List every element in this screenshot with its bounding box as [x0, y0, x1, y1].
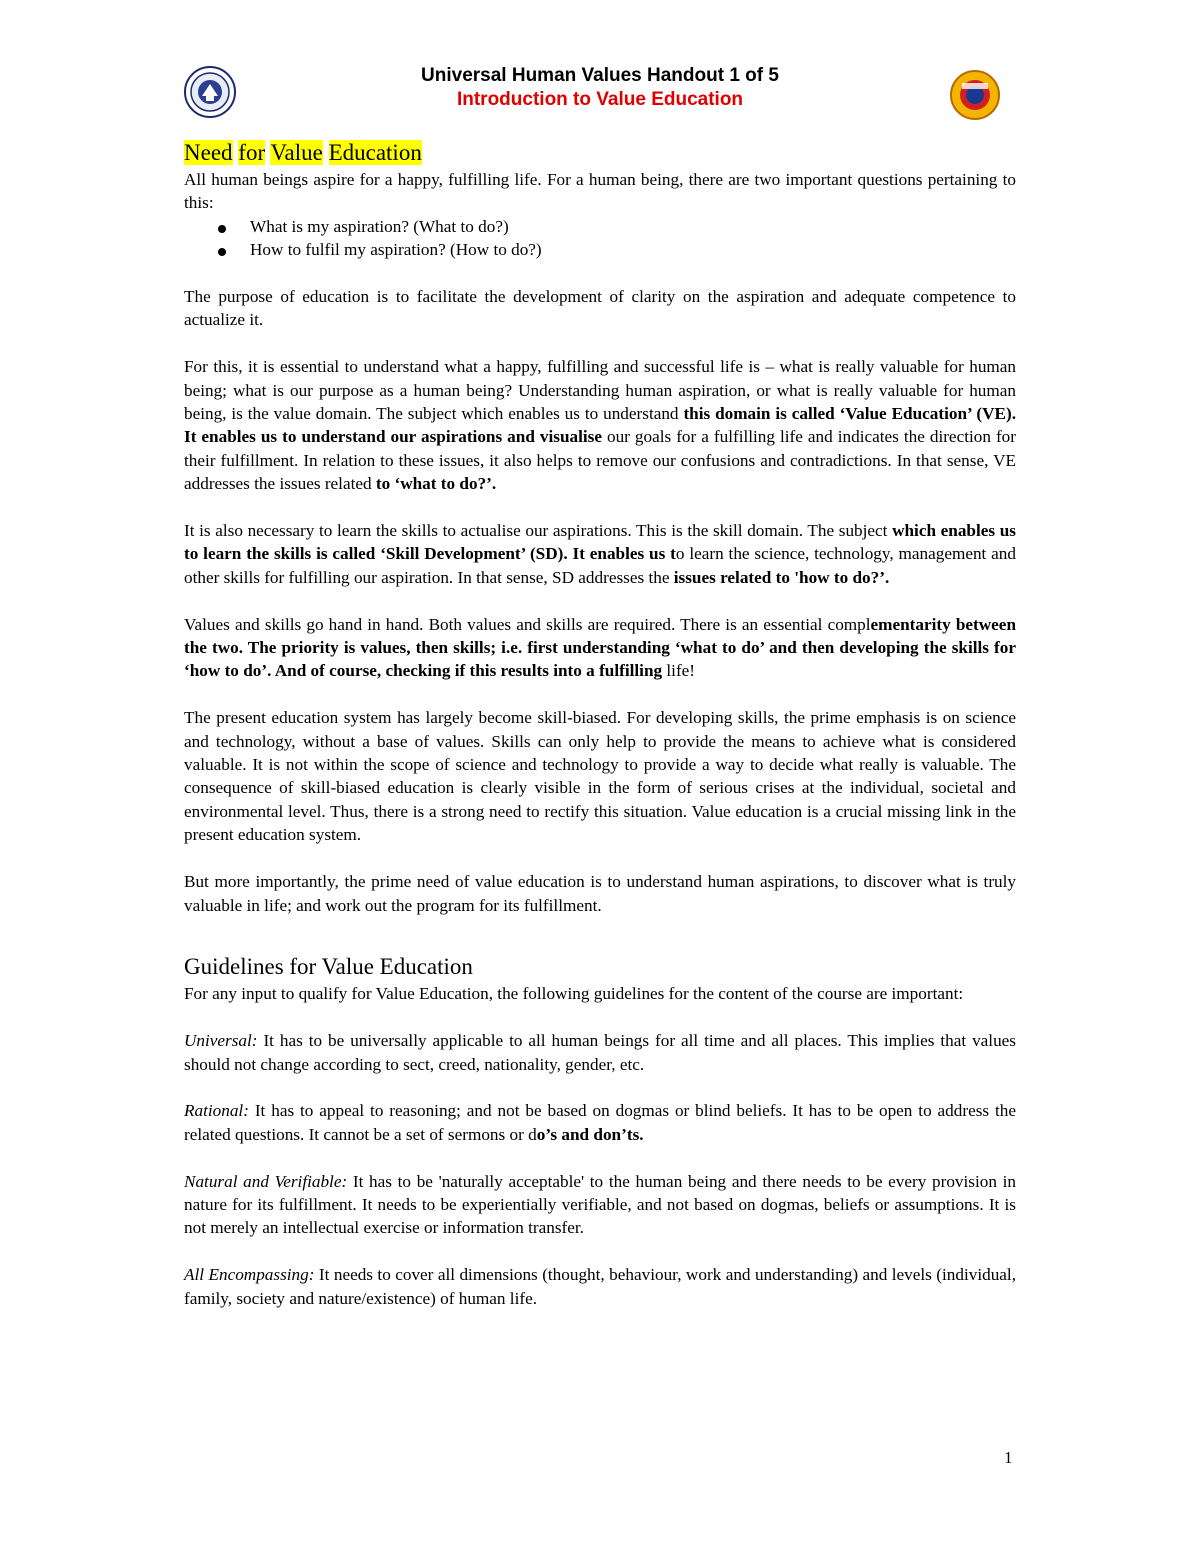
skill-development-paragraph	[184, 519, 1016, 589]
bold-text-run: which enables us to learn the skills is called ‘Skill Development’ (SD). It enables us t	[184, 521, 1016, 564]
present-system-paragraph: The present education system has largely become skill-biased. For developing skills, the prime emphasis is on science and technology, without a base of values. Skills can only help to provide the means to achieve what is considered valuable. It is not within the scope of science and technology to provide a way to decide what really is valuable. The consequence of skill-biased education is clearly visible in the form of serious crises at the individual, societal and environmental level. Thus, there is a strong need to rectify this situation. Value education is a crucial missing link in the present education system.	[184, 708, 1016, 845]
bold-text-run: to ‘what to do?’.	[375, 474, 497, 494]
guideline-natural-verifiable	[184, 1170, 1016, 1240]
list-item-text: How to fulfil my aspiration? (How to do?)	[250, 240, 542, 260]
prime-need-paragraph: But more importantly, the prime need of value education is to understand human aspirations, to discover what is truly valuable in life; and work out the program for its fulfillment.	[184, 872, 1016, 915]
guideline-label: Rational:	[184, 1101, 249, 1121]
text-run: our goals for a fulfilling life and indicates the direction for their fulfillment. In relation to these issues, it also helps to remove our confusions and contradictions. In that sense, VE addresses the issues related	[184, 427, 1016, 494]
bold-text-run: o’s and don’ts.	[536, 1124, 644, 1144]
bullet-icon	[218, 225, 226, 233]
list-item	[184, 238, 1016, 261]
guideline-rational	[184, 1099, 1016, 1146]
bullet-icon	[218, 248, 226, 256]
text-run: It needs to cover all dimensions (thought, behaviour, work and understanding) and levels (individual, family, society and nature/existence) of human life.	[184, 1265, 1016, 1308]
guideline-all-encompassing	[184, 1263, 1016, 1310]
text-run: For this, it is essential to understand what a happy, fulfilling and successful life is – what is really valuable for human being; what is our purpose as a human being? Understanding human aspiration, or what is really valuable for human being, is the value domain. The subject which enables us to understand	[184, 357, 1016, 424]
value-education-paragraph	[184, 355, 1016, 495]
page-number: 1	[1004, 1448, 1013, 1467]
guideline-universal	[184, 1029, 1016, 1076]
guideline-label: All Encompassing:	[184, 1265, 315, 1285]
guideline-label: Universal:	[184, 1031, 258, 1051]
bold-text-run: ementarity between the two. The priority is values, then skills; i.e. first understanding ‘what to do’ and then developing the skills for ‘how to do’. And of course, checking if this results into a fulfilling	[184, 614, 1016, 681]
institution-emblem-logo	[950, 70, 1000, 120]
values-and-skills-paragraph	[184, 613, 1016, 683]
text-run: It has to appeal to reasoning; and not be based on dogmas or blind beliefs. It has to be open to address the related questions. It cannot be a set of sermons or d	[184, 1101, 1016, 1144]
guideline-label: Natural and Verifiable:	[184, 1171, 348, 1191]
text-run: It has to be universally applicable to all human beings for all time and all places. This implies that values should not change according to sect, creed, nationality, gender, etc.	[184, 1031, 1016, 1074]
heading-word: Value	[270, 140, 323, 165]
bold-text-run: issues related to 'how to do?’.	[673, 567, 890, 587]
aspiration-questions-list	[184, 215, 1016, 262]
section-heading-guidelines: Guidelines for Value Education	[184, 954, 473, 980]
intro-paragraph: All human beings aspire for a happy, fulfilling life. For a human being, there are two important questions pertaining to this:	[184, 170, 1016, 213]
section-heading-need	[184, 138, 1016, 168]
handout-title: Universal Human Values Handout 1 of 5	[421, 65, 779, 86]
text-run: o learn the science, technology, management and other skills for fulfilling our aspiration. In that sense, SD addresses the	[184, 544, 1016, 587]
text-run: It is also necessary to learn the skills to actualise our aspirations. This is the skill domain. The subject	[184, 521, 893, 541]
text-run: life!	[662, 661, 696, 681]
bold-text-run: this domain is called ‘Value Education’ (VE). It enables us to understand our aspirations and visualise	[184, 404, 1016, 447]
handout-subtitle: Introduction to Value Education	[456, 89, 744, 110]
heading-word: Education	[328, 140, 422, 165]
heading-word: Need	[184, 140, 233, 165]
document-header	[0, 64, 1200, 112]
document-body	[184, 138, 1016, 1310]
list-item	[184, 215, 1016, 238]
purpose-paragraph: The purpose of education is to facilitate the development of clarity on the aspiration and adequate competence to actualize it.	[184, 287, 1016, 330]
text-run: Values and skills go hand in hand. Both values and skills are required. There is an essential compl	[184, 614, 871, 634]
guidelines-intro-paragraph: For any input to qualify for Value Education, the following guidelines for the content of the course are important:	[184, 984, 964, 1004]
text-run: It has to be 'naturally acceptable' to the human being and there needs to be every provision in nature for its fulfillment. It needs to be experientially verifiable, and not based on dogmas, beliefs or assumptions. It is not merely an intellectual exercise or information transfer.	[184, 1171, 1016, 1238]
list-item-text: What is my aspiration? (What to do?)	[250, 216, 509, 236]
heading-word: for	[238, 140, 266, 165]
